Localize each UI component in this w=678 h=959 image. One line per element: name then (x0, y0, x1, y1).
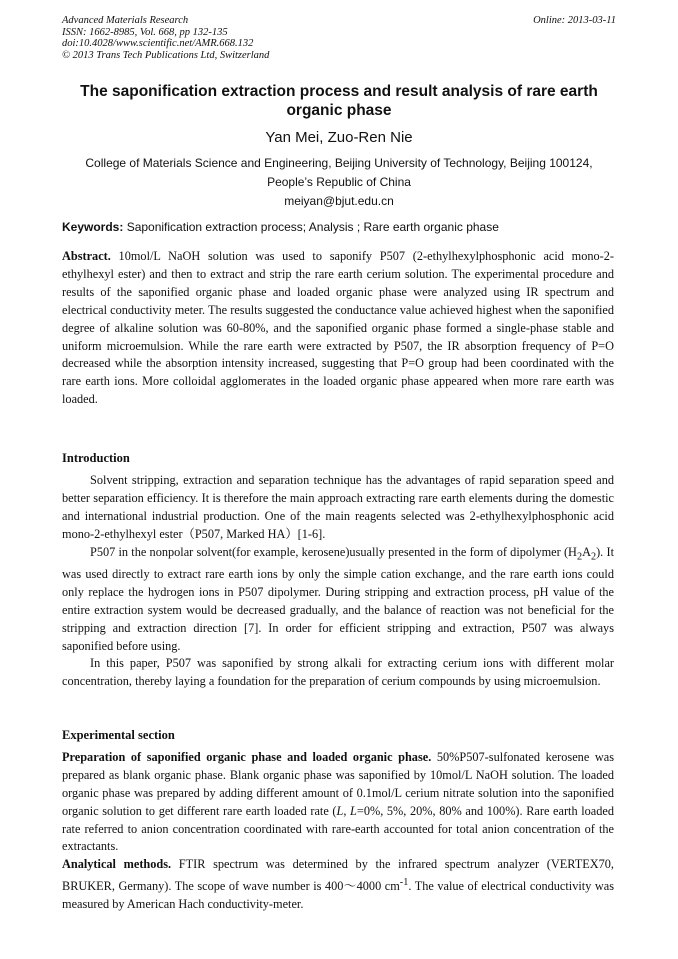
keywords (62, 219, 616, 236)
introduction-section (62, 450, 614, 691)
intro-paragraph-1: Solvent stripping, extraction and separation technique has the advantages of rapid separation speed and better separation efficiency. It is therefore the main approach extracting rare earth elements during the domestic and international industrial production. One of the main reagents selected was 2-ethylhexylphosphonic acid mono-2-ethylhexyl ester（P507, Marked HA）[1-6]. (62, 472, 614, 541)
preparation-text-a: 50%P507-sulfonated kerosene was prepared as blank organic phase. Blank organic phase was saponified by 10mol/L NaOH solution. The loaded organic phase was prepared by adding different amount of 0.1mol/L cerium nitrate solution into the saponified organic solution to get different rare earth loaded rate ( (62, 749, 614, 818)
authors: Yan Mei, Zuo-Ren Nie (265, 129, 413, 146)
journal-header (62, 15, 616, 61)
abstract (62, 248, 614, 409)
journal-name: Advanced Materials Research (62, 15, 189, 26)
affiliation-line-2: People’s Republic of China (267, 175, 411, 189)
title-line-1: The saponification extraction process and result analysis of rare earth (80, 83, 598, 100)
analytical-text-a: FTIR spectrum was determined by the infrared spectrum analyzer (VERTEX70, BRUKER, Germany). The scope of wave number is 400～4000 cm (62, 857, 614, 894)
preparation-paragraph (62, 749, 614, 856)
title-line-2: organic phase (286, 102, 392, 119)
analytical-superscript: -1 (399, 877, 409, 889)
preparation-L-1: L (336, 803, 344, 818)
intro-p2-text-a: P507 in the nonpolar solvent(for example, kerosene)usually presented in the form of dipolymer (H (90, 544, 577, 559)
intro-p2-text-b: A (582, 544, 591, 559)
preparation-L-2: L (350, 803, 357, 818)
experimental-section (62, 727, 614, 914)
doi-line: doi:10.4028/www.scientific.net/AMR.668.132 (62, 38, 254, 49)
keywords-text: Saponification extraction process; Analysis ; Rare earth organic phase (123, 220, 499, 234)
keywords-label: Keywords: (62, 220, 124, 234)
abstract-label: Abstract. (62, 249, 111, 263)
affiliation (62, 154, 616, 211)
preparation-text-c: =0%, 5%, 20%, 80% and 100%). Rare earth loaded rate referred to anion concentration coordinated with rare-earth accounted for total anion concentration of the extractants. (62, 803, 615, 854)
intro-p2-text-c: ). It was used directly to extract rare earth ions by only the simple cation exchange, and the rare earth ions could only replace the hydrogen ions in P507 dipolymer. During stripping and extraction process, pH value of the entire extraction system would be decreased gradually, and the balance of reaction was not beneficial for the stripping and extraction direction [7]. In order for efficient stripping and extraction, P507 was always saponified before using. (62, 544, 614, 653)
abstract-text: 10mol/L NaOH solution was used to saponify P507 (2-ethylhexylphosphonic acid mono-2-ethylhexyl ester) and then to extract and strip the rare earth cerium solution. The experimental procedure and results of the saponified organic phase and loaded organic phase were analyzed using IR spectrum and electrical conductivity meter. The results suggested the conductance value achieved highest when the saponified degree of alkaline solution was 60-80%, and the saponified organic phase formed a single-phase stable and uniform microemulsion. While the rare earth were extracted by P507, the IR absorption frequency of P=O decreased while the absorption intensity increased, suggesting that P=O group had been coordinated with the rare earth ions. More colloidal agglomerates in the loaded organic phase appeared when more rare earth was loaded. (62, 249, 614, 407)
intro-p2-sub-2: 2 (590, 550, 597, 562)
analytical-text-b: . The value of electrical conductivity was measured by American Hach conductivity-meter. (62, 879, 615, 912)
copyright-line: © 2013 Trans Tech Publications Ltd, Switzerland (62, 49, 270, 61)
author-email: meiyan@bjut.edu.cn (284, 194, 394, 208)
analytical-label: Analytical methods. (62, 857, 172, 872)
issn-line: ISSN: 1662-8985, Vol. 668, pp 132-135 (62, 26, 228, 38)
preparation-label: Preparation of saponified organic phase and loaded organic phase. (62, 749, 432, 764)
analytical-paragraph (62, 856, 614, 914)
intro-p2-sub-1: 2 (576, 550, 583, 562)
preparation-text-b: , (343, 803, 351, 818)
affiliation-line-1: College of Materials Science and Engineering, Beijing University of Technology, Beijing 100124, (85, 156, 593, 170)
experimental-heading: Experimental section (62, 728, 175, 742)
intro-paragraph-3: In this paper, P507 was saponified by strong alkali for extracting cerium ions with different molar concentration, thereby laying a foundation for the preparation of cerium compounds by using microemulsion. (62, 656, 614, 689)
intro-paragraph-2 (62, 544, 614, 656)
paper-title (62, 82, 616, 120)
online-date: Online: 2013-03-11 (533, 15, 616, 26)
introduction-heading: Introduction (62, 451, 130, 465)
